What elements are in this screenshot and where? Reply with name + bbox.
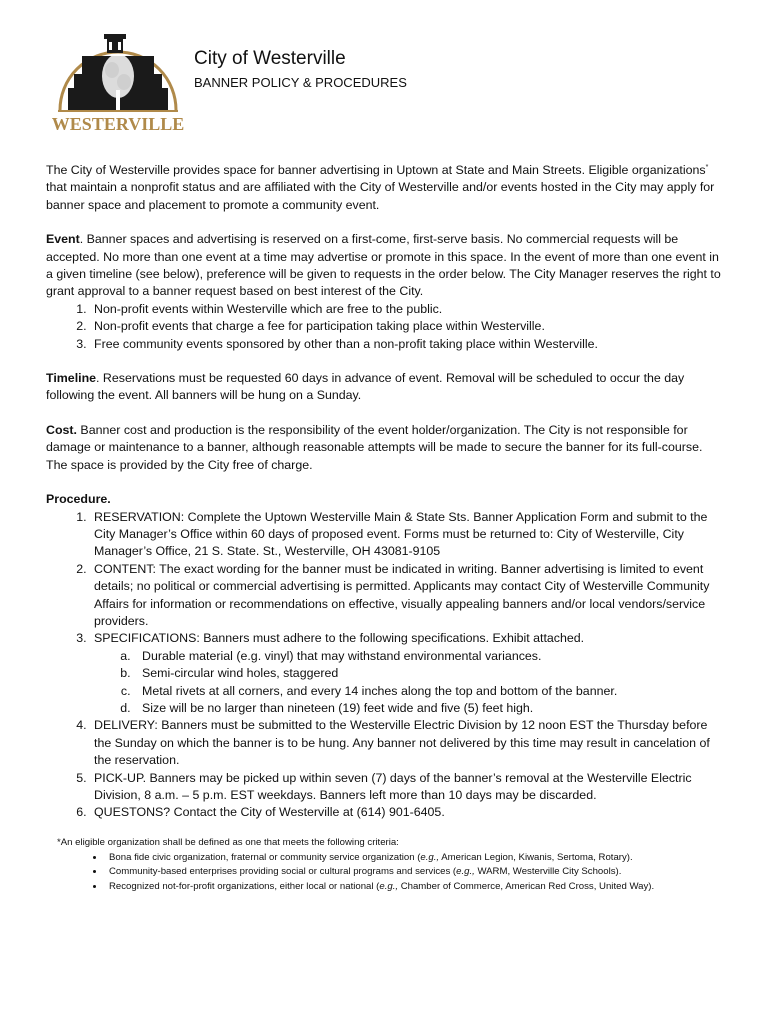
page-subtitle: BANNER POLICY & PROCEDURES <box>194 75 407 90</box>
list-item: • Recognized not-for-profit organizations, either local or national (e.g., Chamber of Commerce, American Red Cross, United Way). <box>105 880 737 895</box>
cost-paragraph: Cost. Banner cost and production is the responsibility of the event holder/organization. The City is not responsible for damage or maintenance to a banner, although reasonable attempts will be made to secure the banner for its full-course. The space is provided by the City free of charge. <box>46 422 703 472</box>
list-item: 6. QUESTONS? Contact the City of Westerville at (614) 901-6405. <box>90 804 726 821</box>
footnote-marker: * <box>705 163 709 171</box>
list-item: • Bona fide civic organization, fraternal or community service organization (e.g., American Legion, Kiwanis, Sertoma, Rotary). <box>105 851 737 866</box>
cost-heading: Cost. <box>46 422 77 437</box>
list-item: c. Metal rivets at all corners, and every 14 inches along the top and bottom of the banner. <box>134 683 726 700</box>
list-item: 5. PICK-UP. Banners may be picked up within seven (7) days of the banner’s removal at the Westerville Electric Division, 8 a.m. – 5 p.m. EST weekdays. Banners left more than 10 days may be discarded. <box>90 770 726 805</box>
footnote-intro: *An eligible organization shall be defined as one that meets the following criteria: <box>57 837 399 848</box>
list-item: 1. Non-profit events within Westerville which are free to the public. <box>90 301 726 318</box>
list-item: • Community-based enterprises providing social or cultural programs and services (e.g., WARM, Westerville City Schools). <box>105 865 737 880</box>
list-item: 3. SPECIFICATIONS: Banners must adhere to the following specifications. Exhibit attached. a. Durable material (e.g. vinyl) that may withstand environmental variances. b. Semi-circular wind holes, staggered c. Metal rivets at all corners, and every 14 inches along the top and bottom of the banner. d. Size will be no larger than nineteen (19) feet wide and five (5) feet high. <box>90 630 726 717</box>
policy-body <box>46 162 726 822</box>
list-item: d. Size will be no larger than nineteen (19) feet wide and five (5) feet high. <box>134 700 726 717</box>
list-item: b. Semi-circular wind holes, staggered <box>134 665 726 682</box>
procedure-list <box>46 509 726 822</box>
list-item: 1. RESERVATION: Complete the Uptown Westerville Main & State Sts. Banner Application Form and submit to the City Manager’s Office within 60 days of proposed event. Forms must be returned to: City of Westerville, City Manager’s Office, 21 S. State. St., Westerville, OH 43081-9105 <box>90 509 726 561</box>
event-heading: Event <box>46 232 80 247</box>
page-title: City of Westerville <box>194 48 346 69</box>
footnote <box>57 836 737 894</box>
list-item: 2. Non-profit events that charge a fee for participation taking place within Westerville. <box>90 318 726 335</box>
logo-wordmark: WESTERVILLE <box>52 114 184 134</box>
footnote-criteria-list <box>57 851 737 895</box>
list-item: 4. DELIVERY: Banners must be submitted to the Westerville Electric Division by 12 noon EST the Thursday before the Sunday on which the banner is to be hung. Any banner not delivered by this time may result in cancelation of the reservation. <box>90 717 726 769</box>
list-item: 2. CONTENT: The exact wording for the banner must be indicated in writing. Banner advertising is limited to event details; no political or commercial advertising is permitted. Applicants may contact City of Westerville Community Affairs for information or recommendations on effective, visually appealing banners and/or local vendors/service providers. <box>90 561 726 631</box>
procedure-heading: Procedure. <box>46 492 111 507</box>
intro-paragraph: The City of Westerville provides space for banner advertising in Uptown at State and Main Streets. Eligible organizations* that maintain a nonprofit status and are affiliated with the City of Westerville and/or events hosted in the City may apply for banner space and placement to promote a community event. <box>46 163 715 212</box>
event-paragraph: Event. Banner spaces and advertising is reserved on a first-come, first-serve basis. No commercial requests will be accepted. No more than one event at a time may advertise or promote in this space. In the event of more than one event in a given timeline (see below), preference will be given to requests in the order below. The City Manager reserves the right to grant approval to a banner request based on best interest of the City. <box>46 232 721 299</box>
list-item: a. Durable material (e.g. vinyl) that may withstand environmental variances. <box>134 648 726 665</box>
timeline-paragraph: Timeline. Reservations must be requested 60 days in advance of event. Removal will be scheduled to occur the day following the event. All banners will be hung on a Sunday. <box>46 371 685 403</box>
list-item: 3. Free community events sponsored by other than a non-profit taking place within Westerville. <box>90 336 726 353</box>
timeline-heading: Timeline <box>46 371 97 386</box>
event-priority-list <box>46 301 726 353</box>
specifications-list <box>94 648 726 718</box>
westerville-logo <box>52 26 184 138</box>
